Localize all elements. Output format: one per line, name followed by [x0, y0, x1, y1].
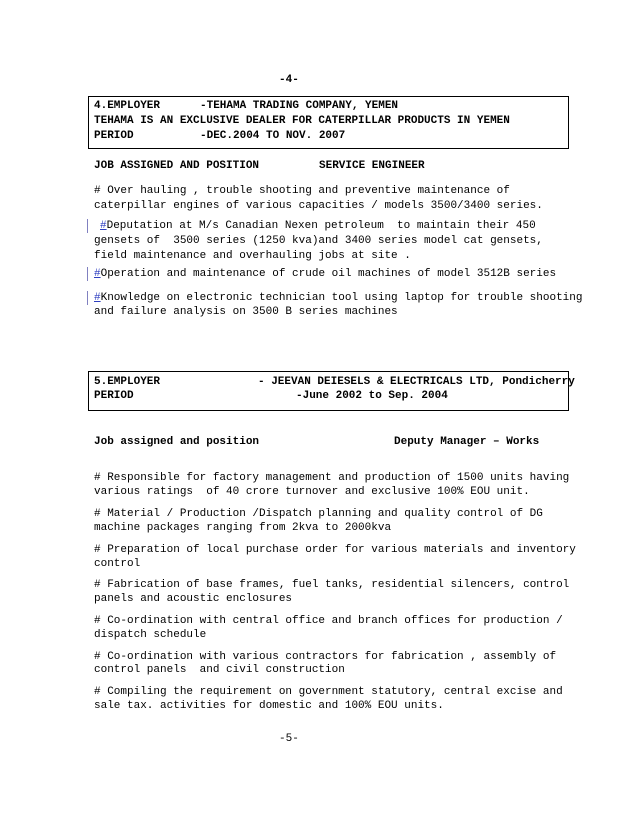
job-5-bullet-7-line-2: sale tax. activities for domestic and 100% EOU units. [94, 700, 444, 712]
job-4-bullet-2-line-1: #Deputation at M/s Canadian Nexen petroleum to maintain their 450 [100, 220, 536, 232]
job-5-bullet-3-line-2: control [94, 558, 141, 570]
job-5-bullet-1-line-2: various ratings of 40 crore turnover and exclusive 100% EOU unit. [94, 486, 530, 498]
employer-4-note: TEHAMA IS AN EXCLUSIVE DEALER FOR CATERPILLAR PRODUCTS IN YEMEN [94, 115, 510, 127]
job-5-position: Deputy Manager – Works [394, 436, 540, 448]
job-4-bullet-1-line-1: # Over hauling , trouble shooting and preventive maintenance of [94, 185, 510, 197]
employer-5-period-label: PERIOD [94, 390, 134, 402]
page-number-top: -4- [279, 74, 299, 86]
job-5-bullet-2-line-1: # Material / Production /Dispatch planning and quality control of DG [94, 508, 543, 520]
job-5-bullet-7-line-1: # Compiling the requirement on government statutory, central excise and [94, 686, 563, 698]
revision-mark [87, 267, 88, 281]
job-5-bullet-2-line-2: machine packages ranging from 2kva to 2000kva [94, 522, 392, 534]
job-4-label: JOB ASSIGNED AND POSITION [94, 160, 260, 172]
job-4-bullet-1-line-2: caterpillar engines of various capacities / models 3500/3400 series. [94, 200, 543, 212]
employer-4-period-value: -DEC.2004 TO NOV. 2007 [200, 130, 346, 142]
employer-4-label: 4.EMPLOYER [94, 100, 161, 112]
job-5-bullet-5-line-2: dispatch schedule [94, 629, 207, 641]
job-5-bullet-4-line-1: # Fabrication of base frames, fuel tanks, residential silencers, control [94, 579, 570, 591]
job-5-label: Job assigned and position [94, 436, 260, 448]
job-5-bullet-1-line-1: # Responsible for factory management and production of 1500 units having [94, 472, 570, 484]
job-5-bullet-6-line-1: # Co-ordination with various contractors for fabrication , assembly of [94, 651, 557, 663]
employer-4-period-label: PERIOD [94, 130, 134, 142]
page-number-bottom: -5- [279, 733, 299, 745]
employer-5-label: 5.EMPLOYER [94, 376, 161, 388]
job-4-position: SERVICE ENGINEER [319, 160, 425, 172]
employer-5-period-value: -June 2002 to Sep. 2004 [296, 390, 448, 402]
hash-link[interactable]: # [94, 292, 101, 304]
job-4-bullet-4-line-1: #Knowledge on electronic technician tool using laptop for trouble shooting [94, 292, 583, 304]
employer-5-value: - JEEVAN DEIESELS & ELECTRICALS LTD, Pondicherry [258, 376, 575, 388]
job-5-bullet-4-line-2: panels and acoustic enclosures [94, 593, 293, 605]
revision-mark [87, 219, 88, 233]
job-5-bullet-3-line-1: # Preparation of local purchase order for various materials and inventory [94, 544, 576, 556]
employer-4-value: -TEHAMA TRADING COMPANY, YEMEN [200, 100, 399, 112]
hash-link[interactable]: # [94, 268, 101, 280]
job-5-bullet-5-line-1: # Co-ordination with central office and branch offices for production / [94, 615, 563, 627]
job-4-bullet-2-line-2: gensets of 3500 series (1250 kva)and 3400 series model cat gensets, [94, 235, 543, 247]
hash-link[interactable]: # [100, 220, 107, 232]
job-5-bullet-6-line-2: control panels and civil construction [94, 664, 345, 676]
job-4-bullet-4-line-2: and failure analysis on 3500 B series machines [94, 306, 398, 318]
job-4-bullet-2-line-3: field maintenance and overhauling jobs at site . [94, 250, 411, 262]
revision-mark [87, 291, 88, 305]
job-4-bullet-3-line-1: #Operation and maintenance of crude oil machines of model 3512B series [94, 268, 557, 280]
